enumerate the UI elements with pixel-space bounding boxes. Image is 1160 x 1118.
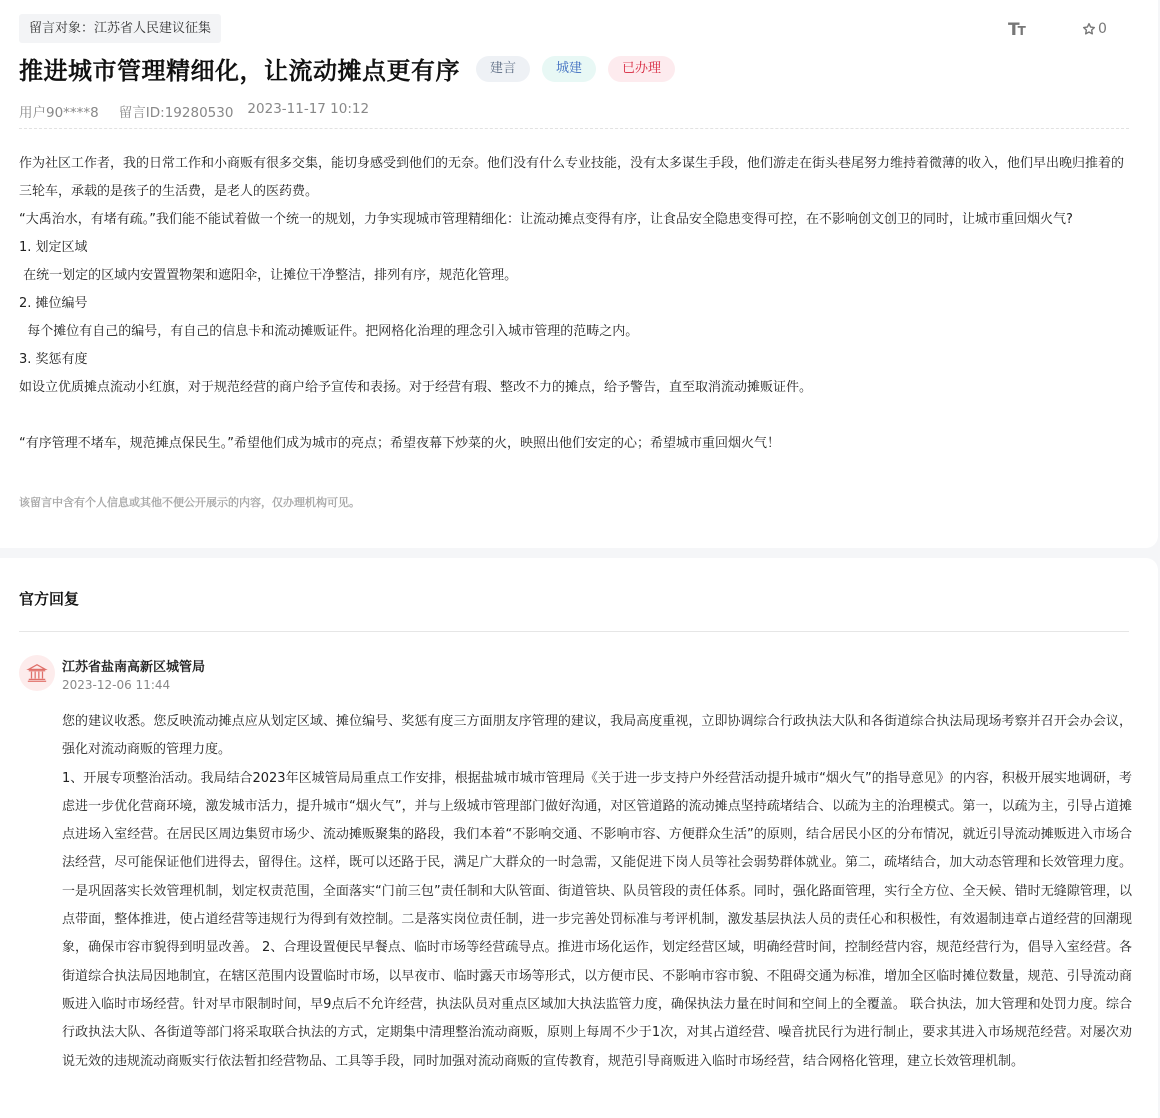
toolbar: [958, 20, 1158, 42]
divider: [19, 128, 1129, 129]
message-card: [0, 0, 1158, 548]
reply-paragraph: 您的建议收悉。您反映流动摊点应从划定区域、摊位编号、奖惩有度三方面朋友序管理的建议，我局高度重视，立即协调综合行政执法大队和各街道综合执法局现场考察并召开会办会议，强化对流动商贩的管理力度。: [62, 714, 1132, 758]
body-heading: 2. 摊位编号: [19, 296, 88, 311]
department-name: 江苏省盐南高新区城管局: [62, 660, 206, 675]
font-size-icon[interactable]: TT: [1008, 20, 1024, 40]
reply-section-title: 官方回复: [19, 590, 80, 608]
body-paragraph: 如设立优质摊点流动小红旗，对于规范经营的商户给予宣传和表扬。对于经营有瑕、整改不力的摊点，给予警告，直至取消流动摊贩证件。: [19, 380, 813, 395]
message-id: 留言ID:19280530: [118, 105, 234, 121]
page-title: 推进城市管理精细化，让流动摊点更有序: [19, 57, 460, 85]
body-paragraph: 每个摊位有自己的编号，有自己的信息卡和流动摊贩证件。把网格化治理的理念引入城市管理的范畴之内。: [19, 324, 639, 339]
body-heading: 3. 奖惩有度: [19, 352, 88, 367]
type-badge: 建言: [476, 56, 530, 82]
privacy-note: 该留言中含有个人信息或其他不便公开展示的内容，仅办理机构可见。: [19, 496, 360, 509]
favorite-button[interactable]: [1082, 21, 1107, 37]
author-name: 用户90****8: [19, 105, 99, 121]
status-badge: 已办理: [608, 56, 675, 82]
body-paragraph: “有序管理不堵车，规范摊点保民生。”希望他们成为城市的亮点；希望夜幕下炒菜的火，映照出他们安定的心；希望城市重回烟火气！: [19, 436, 780, 451]
body-paragraph: 在统一划定的区域内安置置物架和遮阳伞，让摊位干净整洁，排列有序，规范化管理。: [19, 268, 518, 283]
body-paragraph: 作为社区工作者，我的日常工作和小商贩有很多交集，能切身感受到他们的无奈。他们没有什么专业技能，没有太多谋生手段，他们游走在街头巷尾努力维持着微薄的收入，他们早出晚归推着的三轮车，承载的是孩子的生活费，是老人的医药费。: [19, 156, 1125, 199]
star-icon: [1082, 22, 1096, 36]
title-row: [19, 51, 675, 86]
reply-body: [62, 708, 1132, 1076]
body-paragraph: “大禹治水，有堵有疏。”我们能不能试着做一个统一的规划，力争实现城市管理精细化：让流动摊点变得有序，让食品安全隐患变得可控，在不影响创文创卫的同时，让城市重回烟火气?: [19, 212, 1073, 227]
reply-timestamp: 2023-12-06 11:44: [62, 678, 171, 692]
divider: [19, 631, 1129, 632]
post-meta: [19, 101, 389, 121]
reply-paragraph: 1、开展专项整治活动。我局结合2023年区城管局局重点工作安排，根据盐城市城市管理局《关于进一步支持户外经营活动提升城市“烟火气”的指导意见》的内容，积极开展实地调研，考虑进一步优化营商环境，激发城市活力，提升城市“烟火气”，并与上级城市管理部门做好沟通，对区管道路的流动摊点坚持疏堵结合、以疏为主的治理模式。第一，以疏为主，引导占道摊点进场入室经营。在居民区周边集贸市场少、流动摊贩聚集的路段，我们本着“不影响交通、不影响市容、方便群众生活”的原则，结合居民小区的分布情况，就近引导流动摊贩进入市场合法经营，尽可能保证他们进得去，留得住。这样，既可以还路于民，满足广大群众的一时急需，又能促进下岗人员等社会弱势群体就业。第二，疏堵结合，加大动态管理和长效管理力度。一是巩固落实长效管理机制，划定权责范围，全面落实“门前三包”责任制和大队管面、街道管块、队员管段的责任体系。同时，强化路面管理，实行全方位、全天候、错时无缝隙管理，以点带面，整体推进，使占道经营等违规行为得到有效控制。二是落实岗位责任制，进一步完善处罚标准与考评机制，激发基层执法人员的责任心和积极性，有效遏制违章占道经营的回潮现象，确保市容市貌得到明显改善。 2、合理设置便民早餐点、临时市场等经营疏导点。推进市场化运作，划定经营区域，明确经营时间，控制经营内容，规范经营行为，倡导入室经营。各街道综合执法局因地制宜，在辖区范围内设置临时市场，以早夜市、临时露天市场等形式，以方便市民、不影响市容市貌、不阻碍交通为标准，增加全区临时摊位数量，规范、引导流动商贩进入临时市场经营。针对早市限制时间，早9点后不允许经营，执法队员对重点区域加大执法监管力度，确保执法力量在时间和空间上的全覆盖。 联合执法，加大管理和处罚力度。综合行政执法大队、各街道等部门将采取联合执法的方式，定期集中清理整治流动商贩，原则上每周不少于1次，对其占道经营、噪音扰民行为进行制止，要求其进入市场规范经营。对屡次劝说无效的违规流动商贩实行依法暂扣经营物品、工具等手段，同时加强对流动商贩的宣传教育，规范引导商贩进入临时市场经营，结合网格化管理，建立长效管理机制。: [62, 770, 1132, 1069]
post-timestamp: 2023-11-17 10:12: [247, 101, 370, 117]
body-heading: 1. 划定区域: [19, 240, 88, 255]
favorite-count: 0: [1098, 21, 1107, 37]
category-badge: 城建: [542, 56, 596, 82]
official-reply-card: [0, 558, 1158, 1118]
government-building-icon: [26, 662, 48, 684]
message-target-tag: 留言对象：江苏省人民建议征集: [19, 14, 221, 43]
spacer: [19, 402, 1134, 430]
message-body: [19, 150, 1134, 458]
department-avatar: [19, 655, 55, 691]
